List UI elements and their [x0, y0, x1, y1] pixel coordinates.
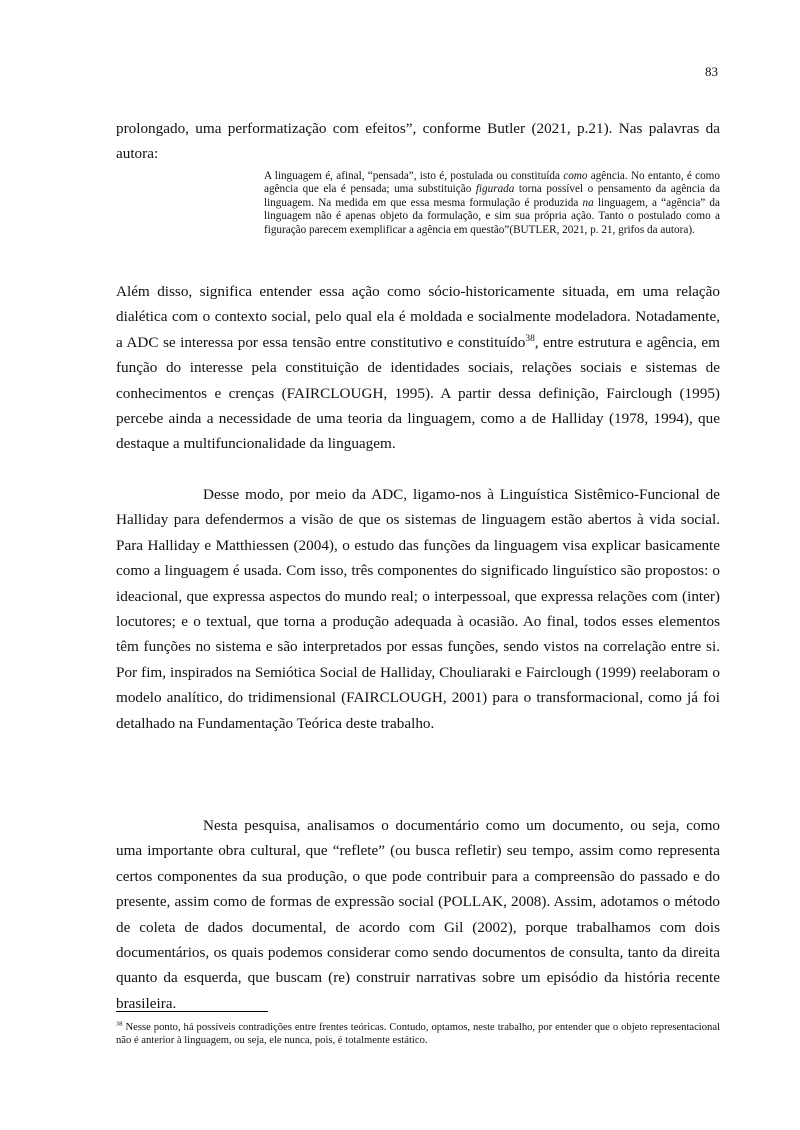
page-number: 83	[705, 64, 718, 79]
quote-text: agência. No entanto, é como agência que ela é pensada; uma substituição	[264, 170, 720, 196]
footnote-text: Nesse ponto, há possíveis contradições entre frentes teóricas. Contudo, optamos, neste trabalho, por entender que o objeto representacional não é anterior à linguagem, ou seja, ele nunca, pois, é totalmente estático.	[116, 1022, 720, 1046]
paragraph-halliday: Desse modo, por meio da ADC, ligamo-nos à Linguística Sistêmico-Funcional de Halliday para defendermos a visão de que os sistemas de linguagem estão abertos à vida social. Para Halliday e Matthiessen (2004), o estudo das funções da linguagem visa explicar basicamente como a linguagem é usada. Com isso, três componentes do significado linguístico são propostos: o ideacional, que expressa aspectos do mundo real; o interpessoal, que expressa relações com (inter) locutores; e o textual, que torna a produção adequada à ocasião. Ao final, todos esses elementos têm funções no sistema e são interpretados por essas funções, sendo vistos na correlação entre si. Por fim, inspirados na Semiótica Social de Halliday, Chouliaraki e Fairclough (1999) reelaboram o modelo analítico, do tridimensional (FAIRCLOUGH, 2001) para o transformacional, como já foi detalhado na Fundamentação Teórica deste trabalho.	[116, 486, 720, 732]
quote-text: torna possível o pensamento da agência da linguagem. Na medida em que essa mesma formulação é produzida	[264, 183, 720, 209]
quote-emphasis: como	[563, 170, 588, 182]
quote-emphasis: figurada	[475, 183, 515, 196]
paragraph-text: , entre estrutura e agência, em função do interesse pela constituição de identidades sociais, relações sociais e sistemas de conhecimentos e crenças (FAIRCLOUGH, 1995). A partir dessa definição, Fairclough (1995) percebe ainda a necessidade de uma teoria da linguagem, como a de Halliday (1978, 1994), que destaque a multifuncionalidade da linguagem.	[116, 333, 720, 453]
quote-text: A linguagem é, afinal, “pensada”, isto é, postulada ou constituída	[264, 170, 564, 182]
quote-emphasis: na	[582, 196, 594, 209]
paragraph-methodology: Nesta pesquisa, analisamos o documentário como um documento, ou seja, como uma importante obra cultural, que “reflete” (ou busca refletir) seu tempo, assim como representa certos componentes da sua produção, o que pode contribuir para a compreensão do passado e do presente, assim como de formas de expressão social (POLLAK, 2008). Assim, adotamos o método de coleta de dados documental, de acordo com Gil (2002), porque trabalhamos com dois documentários, os quais podemos considerar como sendo documentos de consulta, tanto da direita quanto da esquerda, que buscam (re) construir narrativas sobre um episódio da história recente brasileira.	[116, 817, 720, 1012]
footnote-number: 38	[116, 1020, 123, 1028]
footnote-marker[interactable]: 38	[525, 333, 535, 344]
paragraph-intro: prolongado, uma performatização com efeitos”, conforme Butler (2021, p.21). Nas palavras da autora:	[116, 120, 720, 163]
footnote	[116, 1021, 720, 1047]
footnote-divider	[116, 1011, 268, 1012]
paragraph-text: Além disso, significa entender essa ação como sócio-historicamente situada, em uma relação dialética com o contexto social, pelo qual ela é moldada e socialmente modeladora. Notadamente, a ADC se interessa por essa tensão entre constitutivo e constituído	[116, 283, 720, 351]
paragraph-dialectic	[116, 279, 720, 457]
quote-text: linguagem, a “agência” da linguagem não é apenas objeto da formulação, e sim sua própria ação. Tanto o postulado como a figuração parecem exemplificar a agência em questão”(BUTLER, 2021, p. 21, grifos da autora).	[264, 196, 720, 236]
block-quote	[264, 170, 720, 237]
